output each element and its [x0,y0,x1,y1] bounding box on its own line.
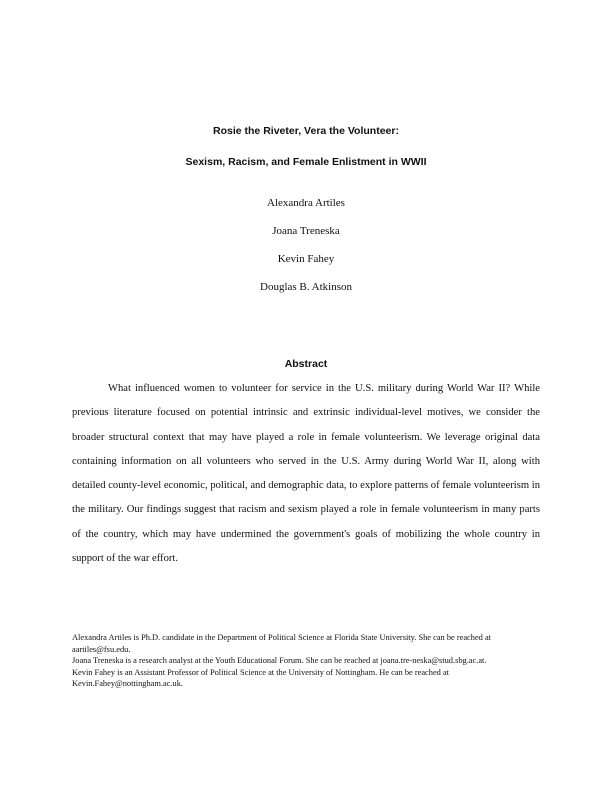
paper-title-line-1: Rosie the Riveter, Vera the Volunteer: [213,125,399,137]
author-name: Kevin Fahey [277,253,335,265]
footnote: Joana Treneska is a research analyst at the Youth Educational Forum. She can be reached at joana.tre-neska@stud.sbg.ac.at. [72,656,487,666]
abstract-heading: Abstract [284,358,328,370]
author-footnotes [72,632,540,690]
footnote: Kevin Fahey is an Assistant Professor of Political Science at the University of Nottingham. He can be reached at Kevin.Fahey@nottingham.ac.uk. [72,667,450,689]
paper-title-line-2: Sexism, Racism, and Female Enlistment in WWII [185,156,427,168]
author-name: Joana Treneska [272,225,340,237]
footnote: Alexandra Artiles is Ph.D. candidate in the Department of Political Science at Florida State University. She can be reached at aartiles@fsu.edu. [72,633,492,654]
author-name: Alexandra Artiles [267,197,345,209]
author-name: Douglas B. Atkinson [260,281,352,293]
abstract-text: What influenced women to volunteer for service in the U.S. military during World War II? While previous literature focused on potential intrinsic and extrinsic individual-level motives, we consider the broader structural context that may have played a role in female volunteerism. We leverage original data containing information on all volunteers who served in the U.S. Army during World War II, along with detailed county-level economic, political, and demographic data, to explore patterns of female volunteerism in the military. Our findings suggest that racism and sexism played a role in female volunteerism in many parts of the country, which may have undermined the government's goals of mobilizing the whole country in support of the war effort. [72,383,540,565]
